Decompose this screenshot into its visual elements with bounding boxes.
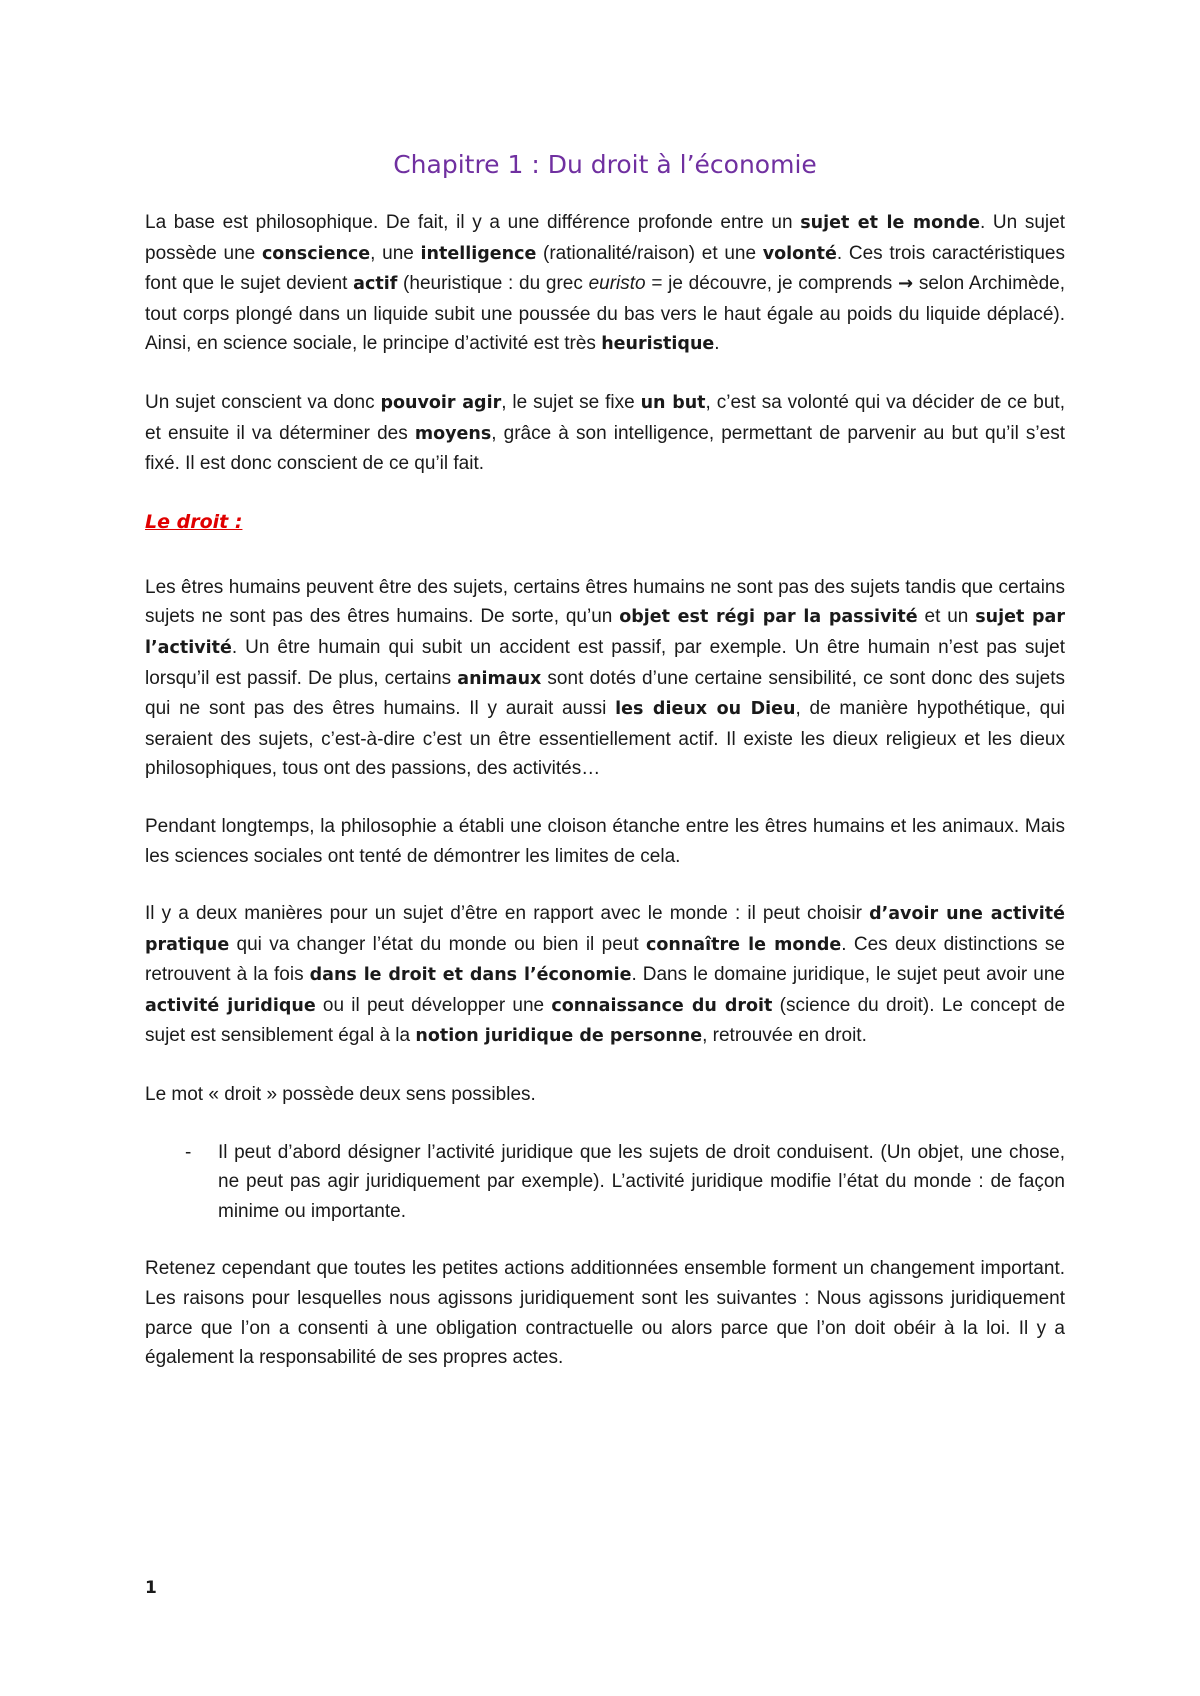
arrow-right-icon: →	[898, 273, 914, 295]
paragraph-deux-manieres: Il y a deux manières pour un sujet d’être en rapport avec le monde : il peut choisir d’avoir une activité pratique qui va changer l’état du monde ou bien il peut connaître le monde. Ces deux distinctions se retrouvent à la fois dans le droit et dans l’économie. Dans le domaine juridique, le sujet peut avoir une activité juridique ou il peut développer une connaissance du droit (science du droit). Le concept de sujet est sensiblement égal à la notion juridique de personne, retrouvée en droit.	[145, 903, 1066, 1047]
term-actif: actif	[353, 274, 398, 295]
term-sujet-monde: sujet et le monde	[800, 213, 980, 233]
term-volonte: volonté	[762, 243, 837, 264]
term-notion-personne: notion juridique de personne	[415, 1026, 703, 1047]
term-connaissance-droit: connaissance du droit	[551, 995, 773, 1016]
term-activite-juridique: activité juridique	[145, 995, 316, 1016]
list-item-text: Il peut d’abord désigner l’activité juridique que les sujets de droit conduisent. (Un objet, une chose, ne peut pas agir juridiquement par exemple). L’activité juridique modifie l’état du monde : de façon minime ou importante.	[218, 1141, 1065, 1222]
paragraph-retenez: Retenez cependant que toutes les petites actions additionnées ensemble forment un changement important. Les raisons pour lesquelles nous agissons juridiquement sont les suivantes : Nous agissons juridiquement parce que l’on a consenti à une obligation contractuelle ou alors parce que l’on doit obéir à la loi. Il y a également la responsabilité de ses propres actes.	[145, 1258, 1065, 1369]
term-heuristique: heuristique	[601, 334, 715, 355]
list-dash: -	[185, 1141, 192, 1163]
list-item	[145, 1138, 1065, 1227]
paragraph-intro: La base est philosophique. De fait, il y a une différence profonde entre un sujet et le monde. Un sujet possède une conscience, une intelligence (rationalité/raison) et une volonté. Ces trois caractéristiques font que le sujet devient actif (heuristique : du grec euristo = je découvre, je comprends → selon Archimède, tout corps plongé dans un liquide subit une poussée du bas vers le haut égale au poids du liquide déplacé). Ainsi, en science sociale, le principe d’activité est très heuristique.	[145, 212, 1066, 355]
term-intelligence: intelligence	[420, 243, 537, 264]
term-moyens: moyens	[414, 423, 492, 444]
term-animaux: animaux	[457, 668, 542, 689]
term-conscience: conscience	[261, 243, 371, 264]
term-objet-passivite: objet est régi par la passivité	[619, 607, 918, 628]
term-droit-economie: dans le droit et dans l’économie	[309, 965, 632, 986]
term-activite-pratique: d’avoir une activité pratique	[145, 904, 1065, 955]
paragraph-philosophie: Pendant longtemps, la philosophie a établi une cloison étanche entre les êtres humains et les animaux. Mais les sciences sociales ont tenté de démontrer les limites de cela.	[145, 815, 1065, 867]
chapter-title: Chapitre 1 : Du droit à l’économie	[393, 150, 817, 179]
term-sujet-activite: sujet par l’activité	[145, 607, 1065, 658]
paragraph-sujet-conscient: Un sujet conscient va donc pouvoir agir, le sujet se fixe un but, c’est sa volonté qui va décider de ce but, et ensuite il va déterminer des moyens, grâce à son intelligence, permettant de parvenir au but qu’il s’est fixé. Il est donc conscient de ce qu’il fait.	[145, 391, 1065, 475]
term-euristo: euristo	[588, 273, 646, 295]
paragraph-mot-droit: Le mot « droit » possède deux sens possibles.	[145, 1084, 536, 1106]
term-dieux: les dieux ou Dieu	[615, 699, 796, 720]
term-un-but: un but	[640, 392, 706, 413]
section-heading-le-droit: Le droit :	[145, 510, 243, 533]
term-connaitre-monde: connaître le monde	[645, 934, 842, 955]
paragraph-etres-humains: Les êtres humains peuvent être des sujets, certains êtres humains ne sont pas des sujets tandis que certains sujets ne sont pas des êtres humains. De sorte, qu’un objet est régi par la passivité et un sujet par l’activité. Un être humain qui subit un accident est passif, par exemple. Un être humain n’est pas sujet lorsqu’il est passif. De plus, certains animaux sont dotés d’une certaine sensibilité, ce sont donc des sujets qui ne sont pas des êtres humains. Il y aurait aussi les dieux ou Dieu, de manière hypothétique, qui seraient des sujets, c’est-à-dire c’est un être essentiellement actif. Il existe les dieux religieux et les dieux philosophiques, tous ont des passions, des activités…	[145, 576, 1066, 780]
term-pouvoir-agir: pouvoir agir	[380, 392, 502, 413]
page-number: 1	[145, 1578, 157, 1598]
sens-list	[145, 1138, 1065, 1227]
